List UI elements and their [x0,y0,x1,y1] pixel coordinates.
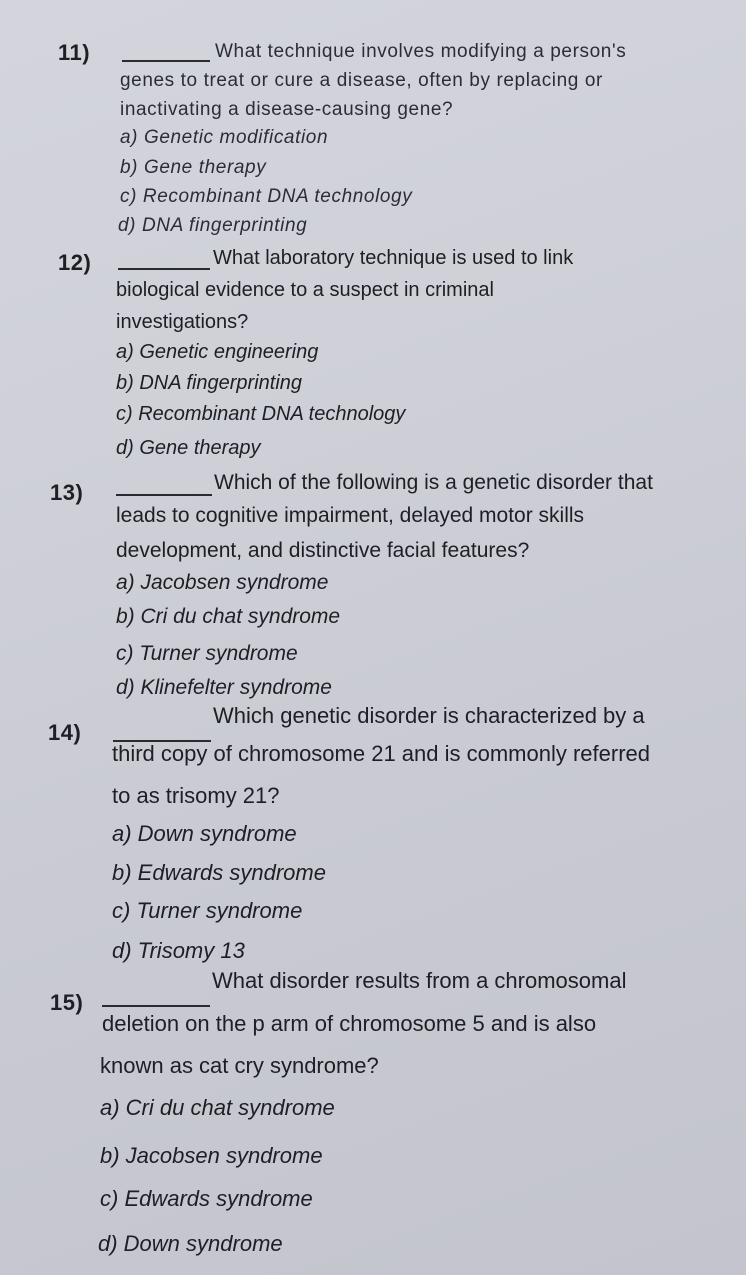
question-text-line: What laboratory technique is used to link [213,247,574,269]
question-text-line: Which genetic disorder is characterized by a [213,703,645,728]
answer-option[interactable]: d) Klinefelter syndrome [116,676,332,699]
answer-option[interactable]: b) Jacobsen syndrome [100,1143,323,1168]
question-text-line: leads to cognitive impairment, delayed motor skills [116,504,585,527]
question-number: 13) [50,480,84,505]
question-number: 15) [50,990,84,1015]
answer-option[interactable]: a) Jacobsen syndrome [116,571,329,594]
question-text-line: What technique involves modifying a person's [215,41,627,62]
answer-blank[interactable] [122,60,210,62]
answer-option[interactable]: c) Recombinant DNA technology [120,186,413,207]
question-text-line: development, and distinctive facial features? [116,539,530,562]
answer-option[interactable]: a) Down syndrome [112,821,297,846]
question-text-line: to as trisomy 21? [112,783,280,808]
answer-blank[interactable] [116,494,212,496]
question-text-line: investigations? [116,311,249,333]
answer-option[interactable]: d) Trisomy 13 [112,938,245,963]
answer-blank[interactable] [102,1005,210,1007]
question-text-line: known as cat cry syndrome? [100,1053,379,1078]
answer-option[interactable]: d) Down syndrome [98,1231,283,1256]
answer-blank[interactable] [118,268,210,270]
answer-option[interactable]: d) DNA fingerprinting [118,215,308,236]
answer-option[interactable]: a) Cri du chat syndrome [100,1095,335,1120]
answer-option[interactable]: c) Edwards syndrome [100,1186,313,1211]
question-number: 11) [58,40,91,65]
answer-option[interactable]: b) Edwards syndrome [112,860,326,885]
answer-option[interactable]: d) Gene therapy [116,437,261,459]
answer-option[interactable]: a) Genetic engineering [116,341,319,363]
answer-option[interactable]: b) Cri du chat syndrome [116,605,341,628]
answer-option[interactable]: b) DNA fingerprinting [116,372,303,394]
answer-option[interactable]: a) Genetic modification [120,127,329,148]
question-text-line: What disorder results from a chromosomal [212,968,627,993]
answer-option[interactable]: b) Gene therapy [120,157,267,178]
question-number: 12) [58,250,92,275]
question-text-line: deletion on the p arm of chromosome 5 and is also [102,1011,597,1036]
question-number: 14) [48,720,82,745]
question-text-line: genes to treat or cure a disease, often by replacing or [120,70,603,91]
question-text-line: Which of the following is a genetic disorder that [214,471,653,494]
answer-option[interactable]: c) Recombinant DNA technology [116,403,406,425]
question-text-line: inactivating a disease-causing gene? [120,99,454,120]
answer-option[interactable]: c) Turner syndrome [112,898,303,923]
answer-option[interactable]: c) Turner syndrome [116,642,298,665]
question-text-line: biological evidence to a suspect in criminal [116,279,494,301]
question-text-line: third copy of chromosome 21 and is commonly referred [112,741,651,766]
